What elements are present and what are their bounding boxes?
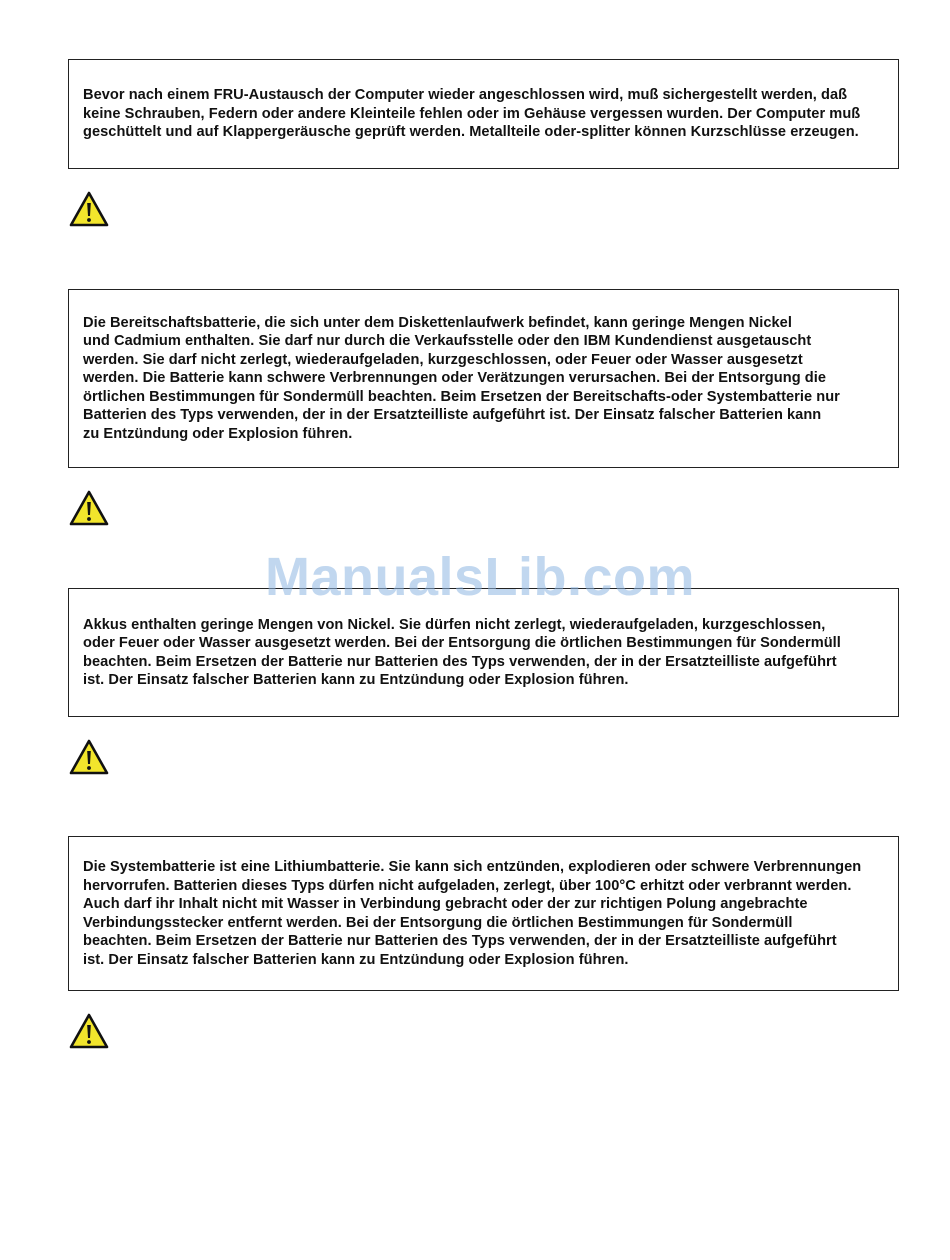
notice-text: [83, 858, 861, 969]
warning-triangle-icon: [69, 1013, 109, 1049]
notice-line: Die Bereitschaftsbatterie, die sich unter dem Diskettenlaufwerk befindet, kann geringe Mengen Nickel: [83, 314, 792, 331]
notice-box-lithium-battery: [68, 836, 899, 991]
notice-line: keine Schrauben, Federn oder andere Kleinteile fehlen oder im Gehäuse vergessen wurden. Der Computer muß: [83, 105, 861, 122]
notice-text: [83, 616, 841, 690]
notice-line: werden. Die Batterie kann schwere Verbrennungen oder Verätzungen verursachen. Bei der Entsorgung die: [83, 370, 826, 387]
notice-line: Die Systembatterie ist eine Lithiumbatterie. Sie kann sich entzünden, explodieren oder schwere Verbrennungen: [83, 859, 862, 875]
notice-box-fru-replacement: [68, 59, 899, 169]
notice-line: geschüttelt und auf Klappergeräusche geprüft werden. Metallteile oder-splitter können Kurzschlüsse erzeugen.: [83, 124, 859, 141]
notice-line: Batterien des Typs verwenden, der in der Ersatzteilliste aufgeführt ist. Der Einsatz falscher Batterien kann: [83, 407, 822, 424]
watermark: ManualsLib.com: [265, 547, 696, 607]
notice-line: beachten. Beim Ersetzen der Batterie nur Batterien des Typs verwenden, der in der Ersatzteilliste aufgeführt: [83, 933, 837, 949]
notice-line: oder Feuer oder Wasser ausgesetzt werden. Bei der Entsorgung die örtlichen Bestimmungen für Sondermüll: [83, 635, 841, 651]
notice-line: und Cadmium enthalten. Sie darf nur durch die Verkaufsstelle oder den IBM Kundendienst ausgetauscht: [83, 333, 812, 350]
notice-line: werden. Sie darf nicht zerlegt, wiederaufgeladen, kurzgeschlossen, oder Feuer oder Wasser ausgesetzt: [83, 351, 803, 368]
notice-line: Verbindungsstecker entfernt werden. Bei der Entsorgung die örtlichen Bestimmungen für Sondermüll: [83, 914, 793, 931]
notice-line: beachten. Beim Ersetzen der Batterie nur Batterien des Typs verwenden, der in der Ersatzteilliste aufgeführt: [83, 653, 837, 670]
notice-text: [83, 314, 840, 444]
warning-triangle-icon: [69, 739, 109, 775]
notice-line: ist. Der Einsatz falscher Batterien kann zu Entzündung oder Explosion führen.: [83, 951, 629, 968]
notice-line: zu Entzündung oder Explosion führen.: [83, 425, 353, 442]
notice-line: ist. Der Einsatz falscher Batterien kann zu Entzündung oder Explosion führen.: [83, 672, 629, 688]
notice-line: örtlichen Bestimmungen für Sondermüll beachten. Beim Ersetzen der Bereitschafts-oder Systembatterie nur: [83, 388, 840, 405]
notice-line: Auch darf ihr Inhalt nicht mit Wasser in Verbindung gebracht oder der zur richtigen Polung angebrachte: [83, 896, 808, 912]
notice-line: Akkus enthalten geringe Mengen von Nickel. Sie dürfen nicht zerlegt, wiederaufgeladen, kurzgeschlossen,: [83, 616, 826, 633]
notice-line: hervorrufen. Batterien dieses Typs dürfen nicht aufgeladen, zerlegt, über 100°C erhitzt oder verbrannt werden.: [83, 877, 852, 894]
warning-triangle-icon: [69, 191, 109, 227]
notice-line: Bevor nach einem FRU-Austausch der Computer wieder angeschlossen wird, muß sichergestellt werden, daß: [83, 87, 848, 104]
notice-box-standby-battery: [68, 289, 899, 468]
warning-triangle-icon: [69, 490, 109, 526]
notice-text: [83, 86, 860, 142]
